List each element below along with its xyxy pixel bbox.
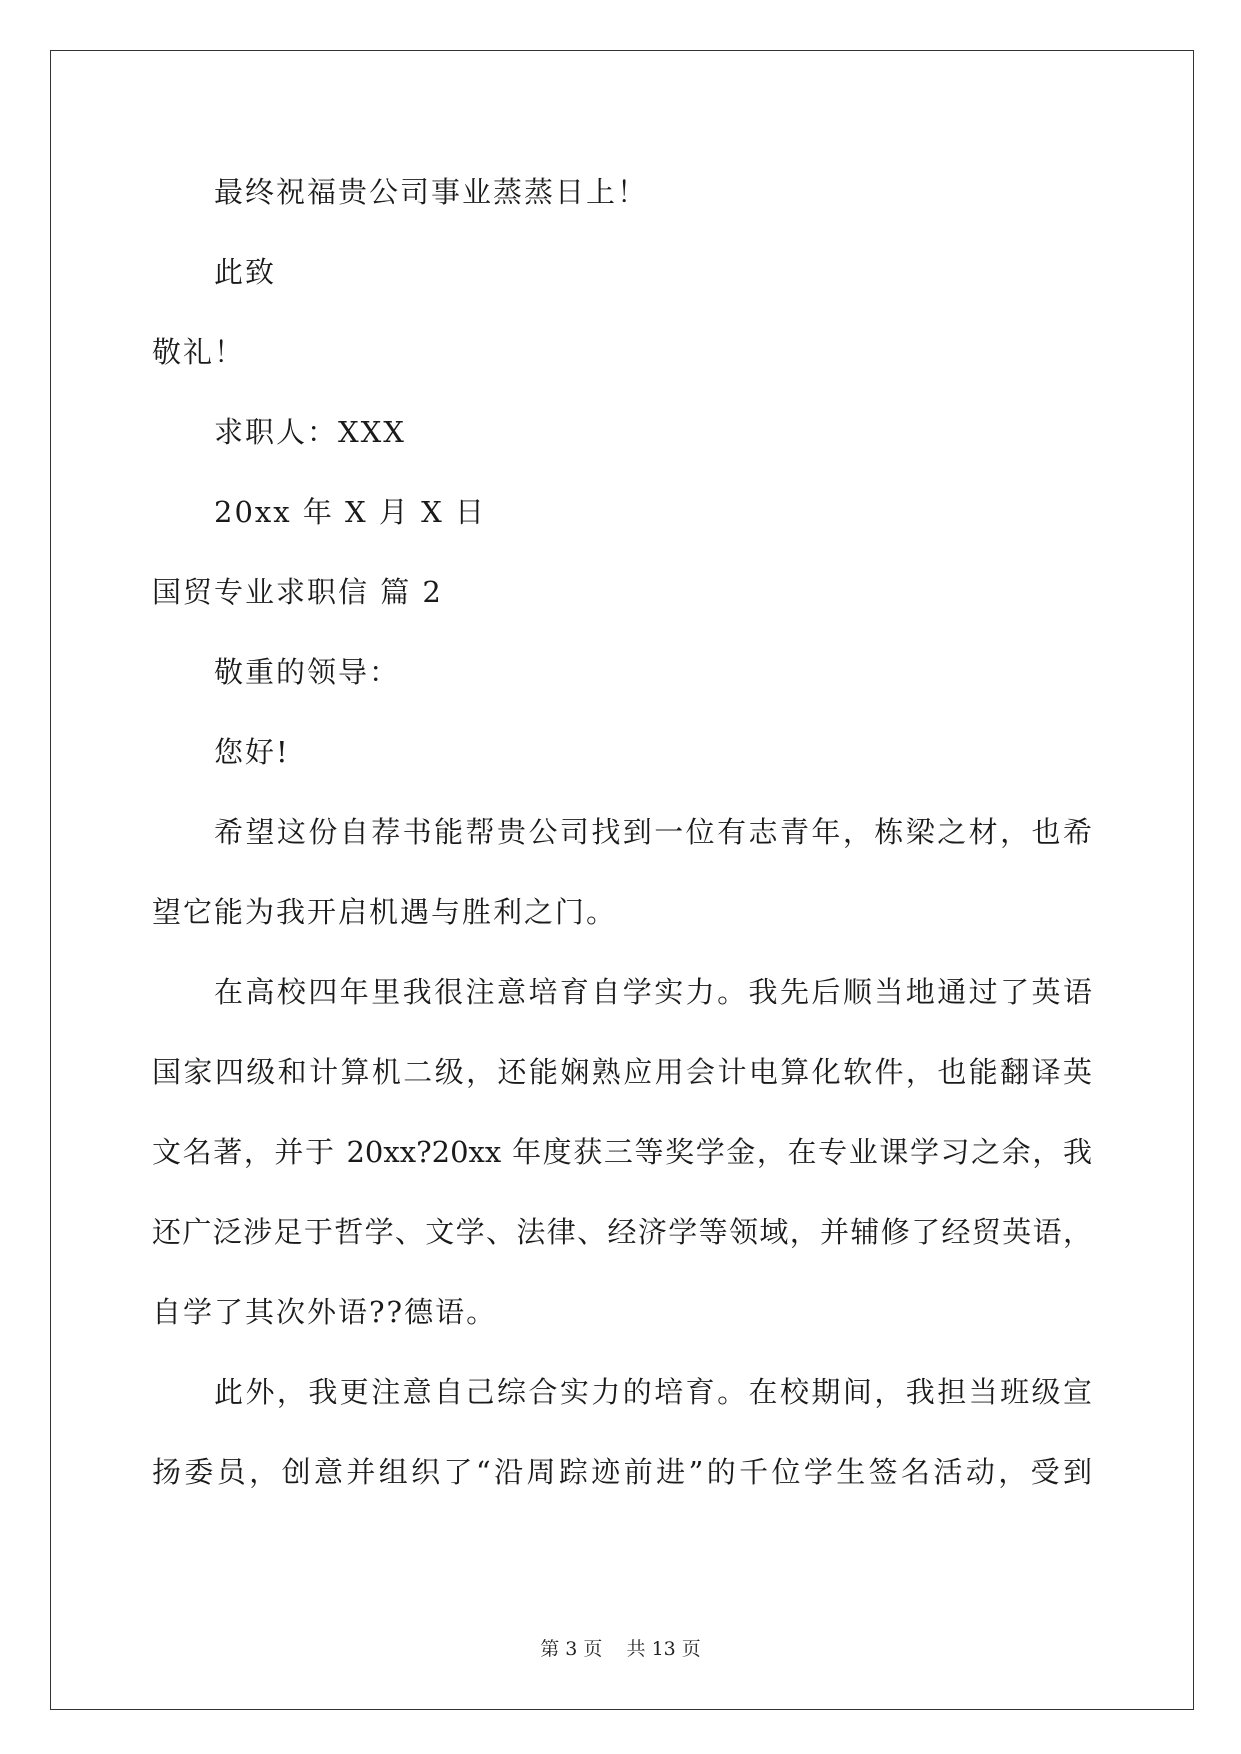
signature-applicant: 求职人：XXX <box>214 415 406 449</box>
paragraph-line: 望它能为我开启机遇与胜利之门。 <box>152 895 618 929</box>
paragraph-line: 在高校四年里我很注意培育自学实力。我先后顺当地通过了英语 <box>214 975 1092 1009</box>
greeting-addressee: 敬重的领导： <box>214 655 401 689</box>
paragraph-line: 国家四级和计算机二级，还能娴熟应用会计电算化软件，也能翻译英 <box>152 1055 1092 1089</box>
signature-date: 20xx 年 X 月 X 日 <box>214 495 486 529</box>
greeting-hello: 您好! <box>214 735 290 769</box>
paragraph-line: 文名著，并于 20xx?20xx 年度获三等奖学金，在专业课学习之余，我 <box>152 1135 1092 1169</box>
paragraph-line: 还广泛涉足于哲学、文学、法律、经济学等领域，并辅修了经贸英语， <box>152 1215 1092 1249</box>
salutation-jingli: 敬礼！ <box>152 335 246 369</box>
closing-wish: 最终祝福贵公司事业蒸蒸日上！ <box>214 175 649 209</box>
paragraph-line: 希望这份自荐书能帮贵公司找到一位有志青年，栋梁之材，也希 <box>214 815 1092 849</box>
section-heading: 国贸专业求职信 篇 2 <box>152 575 443 609</box>
paragraph-line: 扬委员，创意并组织了“沿周踪迹前进”的千位学生签名活动，受到 <box>152 1455 1092 1489</box>
page-footer-label: 第 3 页 共 13 页 <box>540 1638 701 1660</box>
paragraph-line: 自学了其次外语??德语。 <box>152 1295 498 1329</box>
salutation-cizhi: 此致 <box>214 255 277 289</box>
paragraph-line: 此外，我更注意自己综合实力的培育。在校期间，我担当班级宣 <box>214 1375 1092 1409</box>
